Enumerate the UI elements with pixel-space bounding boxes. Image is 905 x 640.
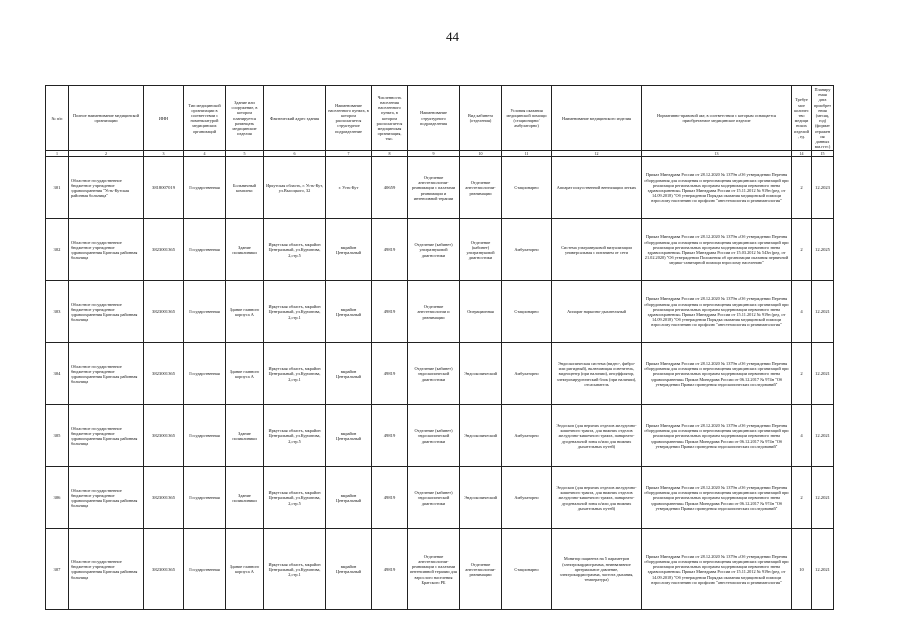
- table-cell: Эндоскоп (для верхних отделов желудочно-кишечного тракта, для нижних отделов желудочно-кишечного тракта, панкреато-дуоденальной зоны и/или для нижних дыхательных путей): [552, 467, 642, 529]
- header-cell: Численность населения населенного пункта, в котором располагается медицинская организация, тыс.: [372, 86, 408, 151]
- header-cell: Наименование структурного подразделения: [408, 86, 460, 151]
- table-cell: 4: [792, 281, 812, 343]
- table-cell: Отделение анестезиологии-реанимации с палатами реанимации и интенсивной терапии: [408, 157, 460, 219]
- table-cell: Отделение (кабинет) эндоскопической диагностики: [408, 343, 460, 405]
- table-cell: 49819: [372, 467, 408, 529]
- table-cell: мкрайон Центральный: [326, 405, 372, 467]
- table-cell: 301: [46, 157, 69, 219]
- table-cell: 3823001365: [144, 467, 184, 529]
- column-number: 6: [264, 151, 326, 157]
- table-cell: 306: [46, 467, 69, 529]
- table-cell: Государственная: [184, 219, 226, 281]
- table-cell: Аппарат наркозно-дыхательный: [552, 281, 642, 343]
- table-cell: 49819: [372, 405, 408, 467]
- table-cell: 12.2021: [812, 529, 834, 610]
- table-cell: 12.2021: [812, 343, 834, 405]
- column-number: 1: [46, 151, 69, 157]
- table-cell: Приказ Минздрава России от 28.12.2020 № 1379н «Об утверждении Перечня оборудования для оснащения и переоснащения медицинских организаций при реализации региональных программ модернизации первичного звена здравоохранения» Приказ Минздрава России от 15.11.2012 № 919н (ред. от 14.09.2018) "Об утверждении Порядка оказания медицинской помощи взрослому населению по профилю "анестезиология и реаниматология": [642, 529, 792, 610]
- table-cell: 3823001365: [144, 219, 184, 281]
- table-cell: мкрайон Центральный: [326, 343, 372, 405]
- table-cell: Здание поликлиники: [226, 467, 264, 529]
- table-cell: мкрайон Центральный: [326, 467, 372, 529]
- table-cell: Государственная: [184, 405, 226, 467]
- column-number: 8: [372, 151, 408, 157]
- header-cell: ИНН: [144, 86, 184, 151]
- table-row: [46, 219, 834, 281]
- table-cell: Система ультразвуковой визуализации универсальная с питанием от сети: [552, 219, 642, 281]
- table-cell: 2: [792, 219, 812, 281]
- table-cell: Приказ Минздрава России от 28.12.2020 № 1379н «Об утверждении Перечня оборудования для оснащения и переоснащения медицинских организаций при реализации региональных программ модернизации первичного звена здравоохранения» Приказ Минздрава России от 15.11.2012 № 919н (ред. от 14.09.2018) "Об утверждении Порядка оказания медицинской помощи взрослому населению по профилю "анестезиология и реаниматология": [642, 281, 792, 343]
- column-number: 7: [326, 151, 372, 157]
- table-cell: Иркутская область, мкрайон Центральный, ул.Курчатова, 2,стр.5: [264, 219, 326, 281]
- table-cell: 12.2021: [812, 281, 834, 343]
- table-cell: Иркутская область, мкрайон Центральный, ул.Курчатова, 2,стр.1: [264, 281, 326, 343]
- table-cell: Приказ Минздрава России от 28.12.2020 № 1379н «Об утверждении Перечня оборудования для оснащения и переоснащения медицинских организаций при реализации региональных программ модернизации первичного звена здравоохранения» Приказ Минздрава России от 15.11.2012 № 919н (ред. от 14.09.2018) "Об утверждении Порядка оказания медицинской помощи взрослому населению по профилю "анестезиология и реаниматология": [642, 157, 792, 219]
- table-cell: 3818007019: [144, 157, 184, 219]
- table-cell: Стационарно: [502, 157, 552, 219]
- table-cell: 49819: [372, 281, 408, 343]
- column-number: 2: [69, 151, 144, 157]
- table-cell: Здание главного корпуса А: [226, 529, 264, 610]
- table-cell: Амбулаторно: [502, 219, 552, 281]
- table-cell: 2: [792, 467, 812, 529]
- table-cell: Государственная: [184, 343, 226, 405]
- table-cell: Амбулаторно: [502, 467, 552, 529]
- table-cell: Приказ Минздрава России от 28.12.2020 № 1379н «Об утверждении Перечня оборудования для оснащения и переоснащения медицинских организаций при реализации региональных программ модернизации первичного звена здравоохранения» Приказ Минздрава России от 06.12.2017 № 974н "Об утверждении Правил проведения эндоскопических исследований": [642, 467, 792, 529]
- table-cell: Иркутская область, мкрайон Центральный, ул.Курчатова, 2,стр.5: [264, 467, 326, 529]
- header-row: [46, 86, 834, 151]
- table-cell: Здание поликлиники: [226, 405, 264, 467]
- table-cell: Иркутская область, мкрайон Центральный, ул.Курчатова, 2,стр.1: [264, 529, 326, 610]
- header-cell: Полное наименование медицинской организации: [69, 86, 144, 151]
- table-cell: Отделение анестезиологии-реанимации: [460, 157, 502, 219]
- table-cell: 3823001365: [144, 529, 184, 610]
- table-cell: Государственная: [184, 467, 226, 529]
- table-cell: 3823001365: [144, 405, 184, 467]
- table-cell: Эндоскопический: [460, 405, 502, 467]
- table-cell: Здание главного корпуса А: [226, 343, 264, 405]
- header-cell: Требуемое количество медицинских изделий, ед.: [792, 86, 812, 151]
- column-number: 4: [184, 151, 226, 157]
- header-cell: Нормативно-правовой акт, в соответствии с которым оснащается приобретаемое медицинское изделие: [642, 86, 792, 151]
- table-cell: Эндоскоп (для верхних отделов желудочно-кишечного тракта, для нижних отделов желудочно-кишечного тракта, панкреато-дуоденальной зоны и/или для нижних дыхательных путей): [552, 405, 642, 467]
- table-cell: 2: [792, 157, 812, 219]
- table-cell: 302: [46, 219, 69, 281]
- table-cell: Областное государственное бюджетное учреждение здравоохранения Братская районная больница: [69, 405, 144, 467]
- table-cell: 305: [46, 405, 69, 467]
- table-cell: 4: [792, 405, 812, 467]
- column-number: 15: [812, 151, 834, 157]
- table-row: [46, 467, 834, 529]
- table-cell: Государственная: [184, 157, 226, 219]
- table-cell: Областное государственное бюджетное учреждение здравоохранения Братская районная больница: [69, 219, 144, 281]
- table-cell: 10: [792, 529, 812, 610]
- table-cell: 12.2021: [812, 405, 834, 467]
- table-cell: Областное государственное бюджетное учреждение здравоохранения Братская районная больница: [69, 529, 144, 610]
- table-cell: Отделение (кабинет) эндоскопической диагностики: [408, 405, 460, 467]
- equipment-table: [45, 85, 834, 610]
- header-cell: Вид кабинета (отделения): [460, 86, 502, 151]
- column-number: 14: [792, 151, 812, 157]
- table-cell: 40659: [372, 157, 408, 219]
- table-cell: 303: [46, 281, 69, 343]
- table-row: [46, 157, 834, 219]
- table-cell: 12.2025: [812, 219, 834, 281]
- table-cell: Отделение (кабинет) эндоскопической диагностики: [408, 467, 460, 529]
- table-cell: Государственная: [184, 529, 226, 610]
- table-cell: Иркутская область, мкрайон Центральный, ул.Курчатова, 2,стр.1: [264, 343, 326, 405]
- table-cell: мкрайон Центральный: [326, 281, 372, 343]
- table-cell: Областное государственное бюджетное учреждение здравоохранения Братская районная больница: [69, 467, 144, 529]
- table-cell: 3823001365: [144, 281, 184, 343]
- table-cell: 12.2023: [812, 157, 834, 219]
- table-cell: Отделение анестезиологии-реанимации с палатами интенсивной терапии для взрослого населения Братского РБ: [408, 529, 460, 610]
- table-cell: Эндоскопический: [460, 467, 502, 529]
- header-cell: Тип медицинской организации в соответствии с номенклатурой медицинских организаций: [184, 86, 226, 151]
- table-cell: Приказ Минздрава России от 28.12.2020 № 1379н «Об утверждении Перечня оборудования для оснащения и переоснащения медицинских организаций при реализации региональных программ модернизации первичного звена здравоохранения» Приказ Минздрава России от 15.03.2012 № 543н (ред. от 21.02.2020) "Об утверждении Положения об организации оказания первичной медико-санитарной помощи взрослому населению": [642, 219, 792, 281]
- table-cell: Монитор пациента на 5 параметров (электрокардиограмма, неинвазивное артериальное давление, электрокардиограмма, частота дыхания, температура): [552, 529, 642, 610]
- table-cell: Отделение (кабинет) ультразвуковой диагностики: [460, 219, 502, 281]
- table-cell: Областное государственное бюджетное учреждение здравоохранения Братская районная больница: [69, 343, 144, 405]
- column-number: 9: [408, 151, 460, 157]
- table-cell: Эндоскопическая система (видео-, фибро- или ригидный), включающая осветитель, видеоцентр (при наличии), инсуффлятор, электрохирургический блок (при наличии), отсасыватель: [552, 343, 642, 405]
- table-cell: мкрайон Центральный: [326, 219, 372, 281]
- table-row: [46, 281, 834, 343]
- column-number: 5: [226, 151, 264, 157]
- table-cell: г. Усть-Кут: [326, 157, 372, 219]
- table-cell: Здание поликлиники: [226, 219, 264, 281]
- table-cell: Отделение анестезиологии-реанимации: [460, 529, 502, 610]
- table-cell: Амбулаторно: [502, 343, 552, 405]
- table-cell: Аппарат искусственной вентиляции легких: [552, 157, 642, 219]
- table-cell: Амбулаторно: [502, 405, 552, 467]
- header-cell: № п/п: [46, 86, 69, 151]
- table-cell: Иркутская область, мкрайон Центральный, ул.Курчатова, 2,стр.5: [264, 405, 326, 467]
- table-cell: Отделение (кабинет) ультразвуковой диагностики: [408, 219, 460, 281]
- column-number: 3: [144, 151, 184, 157]
- table-cell: 304: [46, 343, 69, 405]
- table-row: [46, 529, 834, 610]
- table-cell: Отделение анестезиологии и реанимации: [408, 281, 460, 343]
- header-cell: Условия оказания медицинской помощи (стационарно/амбулаторно): [502, 86, 552, 151]
- header-cell: Здание или сооружение, в котором планируется размещать медицинские изделия: [226, 86, 264, 151]
- column-number: 13: [642, 151, 792, 157]
- table-cell: Приказ Минздрава России от 28.12.2020 № 1379н «Об утверждении Перечня оборудования для оснащения и переоснащения медицинских организаций при реализации региональных программ модернизации первичного звена здравоохранения» Приказ Минздрава России от 06.12.2017 № 974н "Об утверждении Правил проведения эндоскопических исследований": [642, 343, 792, 405]
- header-cell: Фактический адрес здания: [264, 86, 326, 151]
- table-cell: Иркутская область, г. Усть-Кут, ул.Высоцкого, 32: [264, 157, 326, 219]
- table-cell: Эндоскопический: [460, 343, 502, 405]
- table-cell: 12.2021: [812, 467, 834, 529]
- header-cell: Наименование медицинского изделия: [552, 86, 642, 151]
- table-cell: Операционная: [460, 281, 502, 343]
- column-number: 10: [460, 151, 502, 157]
- table-cell: Областное государственное бюджетное учреждение здравоохранения "Усть-Кутская районная больница": [69, 157, 144, 219]
- table-row: [46, 405, 834, 467]
- column-number: 11: [502, 151, 552, 157]
- table-cell: 3823001365: [144, 343, 184, 405]
- table-cell: Стационарно: [502, 529, 552, 610]
- table-cell: мкрайон Центральный: [326, 529, 372, 610]
- table-row: [46, 343, 834, 405]
- table-cell: 307: [46, 529, 69, 610]
- table-cell: 49819: [372, 529, 408, 610]
- table-cell: Областное государственное бюджетное учреждение здравоохранения Братская районная больница: [69, 281, 144, 343]
- table-cell: Больничный комплекс: [226, 157, 264, 219]
- header-cell: Планируемая дата приобретения (месяц, год) (формат отражения данных мм.гггг.): [812, 86, 834, 151]
- table-cell: 49819: [372, 219, 408, 281]
- table-cell: Государственная: [184, 281, 226, 343]
- table-cell: 2: [792, 343, 812, 405]
- table-cell: 49819: [372, 343, 408, 405]
- page-number: 44: [446, 29, 459, 44]
- table-cell: Приказ Минздрава России от 28.12.2020 № 1379н «Об утверждении Перечня оборудования для оснащения и переоснащения медицинских организаций при реализации региональных программ модернизации первичного звена здравоохранения» Приказ Минздрава России от 06.12.2017 № 974н "Об утверждении Правил проведения эндоскопических исследований": [642, 405, 792, 467]
- table-cell: Стационарно: [502, 281, 552, 343]
- table-cell: Здание главного корпуса А: [226, 281, 264, 343]
- column-number: 12: [552, 151, 642, 157]
- header-cell: Наименование населенного пункта, в котором располагается структурное подразделение: [326, 86, 372, 151]
